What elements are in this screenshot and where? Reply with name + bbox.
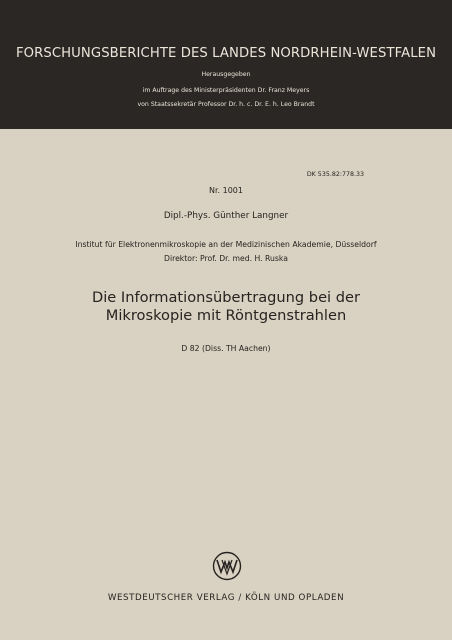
- series-title: FORSCHUNGSBERICHTE DES LANDES NORDRHEIN-WESTFALEN: [15, 46, 437, 61]
- publisher-line: WESTDEUTSCHER VERLAG / KÖLN UND OPLADEN: [107, 593, 345, 603]
- director-line: Direktor: Prof. Dr. med. H. Ruska: [164, 254, 288, 263]
- book-title-line-2: Mikroskopie mit Röntgenstrahlen: [105, 307, 347, 324]
- author-name: Dipl.-Phys. Günther Langner: [163, 211, 289, 221]
- editor-line-3: von Staatssekretär Professor Dr. h. c. Dr. E. h. Leo Brandt: [137, 101, 315, 108]
- dissertation-note: D 82 (Diss. TH Aachen): [181, 344, 271, 353]
- series-header-band: [0, 0, 452, 129]
- dk-classification: DK 535.82:778.33: [306, 171, 364, 178]
- report-number: Nr. 1001: [209, 186, 243, 195]
- editor-line-1: Herausgegeben: [201, 71, 251, 78]
- book-title-line-1: Die Informationsübertragung bei der: [92, 289, 360, 306]
- institute-line: Institut für Elektronenmikroskopie an der Medizinischen Akademie, Düsseldorf: [75, 240, 377, 249]
- wv-emblem-icon: [212, 551, 242, 581]
- editor-line-2: im Auftrage des Ministerpräsidenten Dr. Franz Meyers: [142, 87, 310, 94]
